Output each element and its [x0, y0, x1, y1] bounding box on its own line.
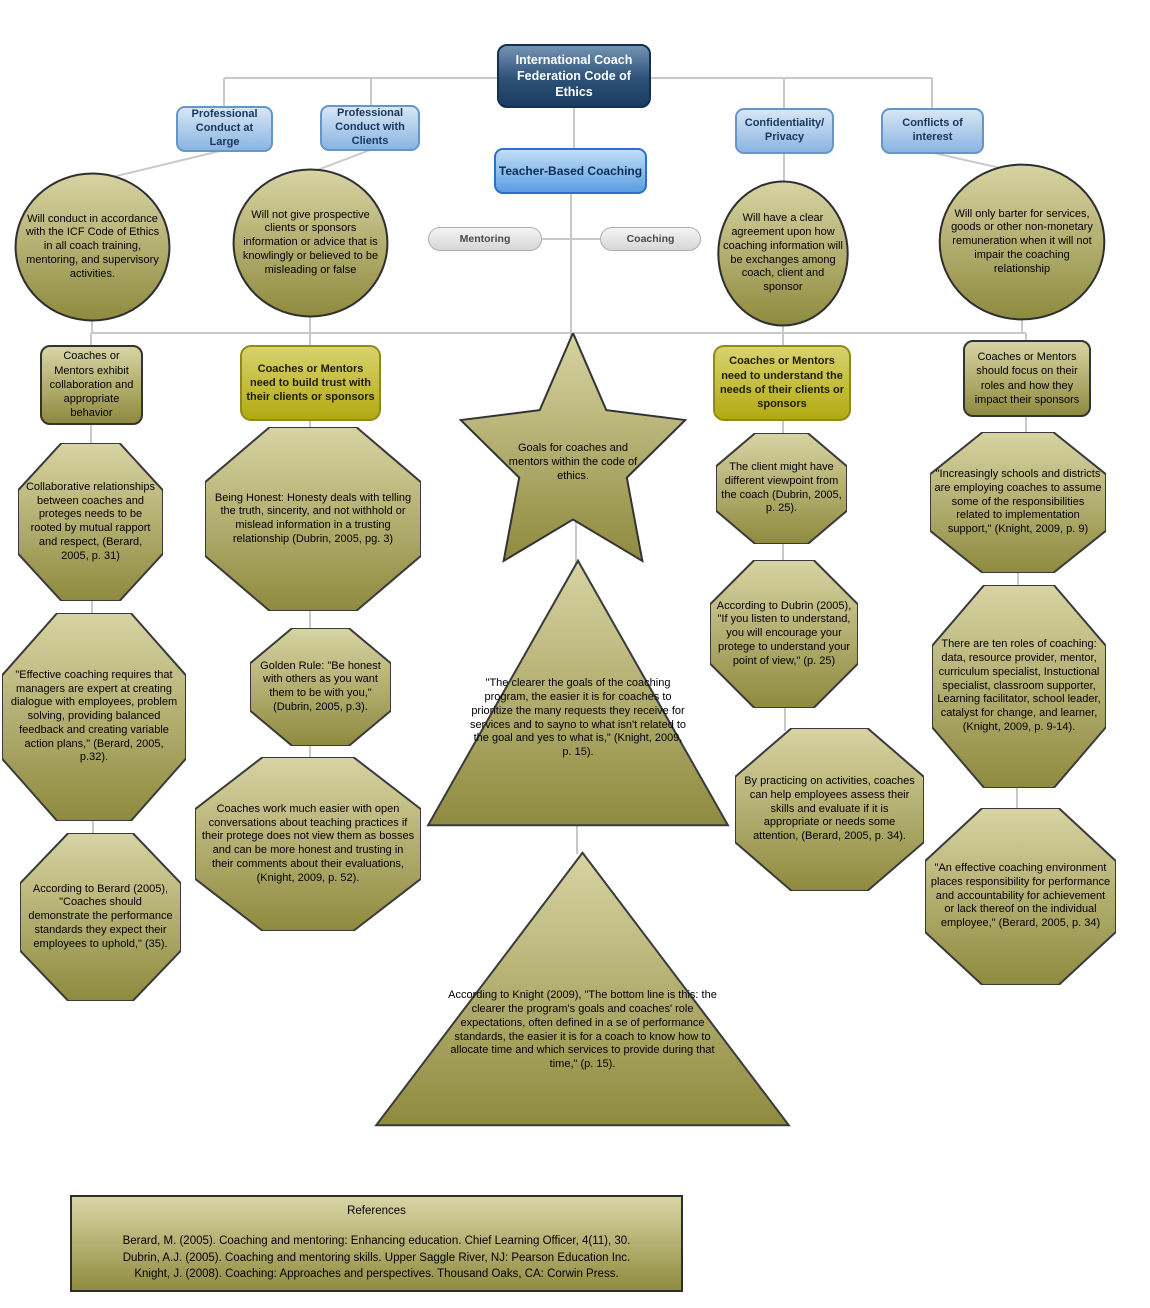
triangle-label: "The clearer the goals of the coaching program, the easier it is for coaches to prioritize the many requests they receive for services and to sayno to what isn't related to the goal and yes to what is," (Knight, 2009, p. 15). — [469, 677, 687, 759]
ellipse-label: Will conduct in accordance with the ICF Code of Ethics in all coach training, mentoring, and supervisory activities. — [25, 212, 160, 280]
reference-line: Berard, M. (2005). Coaching and mentoring: Enhancing education. Chief Learning Officer, 4(11), 30. — [122, 1235, 631, 1247]
octagon-according-to-berard[interactable] — [20, 833, 181, 1001]
node-teacher-based-coaching-label: Teacher-Based Coaching — [498, 164, 643, 178]
octagon-effective-coaching-requires[interactable] — [2, 613, 186, 821]
ellipse-will-not-give[interactable] — [232, 168, 389, 318]
star-goals-for-coaches[interactable] — [455, 333, 691, 585]
heading-label: Coaches or Mentors need to understand the needs of their clients or sponsors — [719, 355, 845, 411]
node-professional-conduct-at-large-label: Professional Conduct at Large — [191, 108, 258, 148]
triangle-clearer-goals[interactable] — [425, 558, 731, 828]
octagon-increasingly-schools[interactable] — [930, 432, 1106, 573]
node-confidentiality-privacy-label: Confidentiality/ Privacy — [744, 117, 825, 143]
node-coaching-label: Coaching — [626, 233, 675, 245]
node-conflicts-of-interest-label: Conflicts of interest — [902, 117, 963, 143]
triangle-bottom-line[interactable] — [372, 850, 793, 1128]
heading-label: Coaches or Mentors should focus on their roles and how they impact their sponsors — [974, 350, 1080, 406]
references-title: References — [347, 1205, 406, 1217]
ellipse-will-only-barter[interactable] — [938, 163, 1106, 321]
ellipse-label: Will only barter for services, goods or other non-monetary remuneration when it will not impair the coaching relationship — [951, 207, 1093, 275]
triangle-label: According to Knight (2009), "The bottom line is this: the clearer the program's goals and coaches' role expectations, often defined in a se of performance standards, the easier it is for a coach to know how to allocate time and which services to provide during that time," (p. 15). — [448, 989, 717, 1071]
node-need-to-build-trust[interactable] — [240, 345, 381, 421]
octagon-label: "An effective coaching environment places responsibility for performance and accountability for achievement or lack thereof on the individual employee," (Berard, 2005, p. 34) — [930, 862, 1111, 930]
heading-label: Coaches or Mentors exhibit collaboration and appropriate behavior — [49, 350, 134, 420]
octagon-according-to-dubrin[interactable] — [710, 560, 858, 708]
node-need-to-understand-needs[interactable] — [713, 345, 851, 421]
octagon-client-viewpoint[interactable] — [716, 433, 847, 544]
node-teacher-based-coaching[interactable] — [494, 148, 647, 194]
octagon-label: The client might have different viewpoint from the coach (Dubrin, 2005, p. 25). — [721, 461, 842, 515]
node-coaches-exhibit-collaboration[interactable] — [40, 345, 143, 425]
node-icf-code-of-ethics-label: International Coach Federation Code of Ethics — [515, 52, 633, 100]
reference-line: Knight, J. (2008). Coaching: Approaches and perspectives. Thousand Oaks, CA: Corwin Press. — [134, 1268, 619, 1281]
octagon-label: There are ten roles of coaching: data, resource provider, mentor, curriculum specialist, Instuctional specialist, classroom supporter, Learning facilitator, school leader, catalyst for change, and learner, (Knight, 2009, p. 9-14). — [937, 638, 1101, 733]
octagon-label: According to Dubrin (2005), "If you listen to understand, you will encourage your protege to understand your point of view," (p. 25) — [716, 599, 852, 667]
node-icf-code-of-ethics[interactable] — [497, 44, 651, 108]
octagon-label: Collaborative relationships between coaches and proteges needs to be rooted by mutual rapport and respect, (Berard, 2005, p. 31) — [25, 480, 155, 562]
ellipse-label: Will have a clear agreement upon how coaching information will be exchanges among coach, client and sponsor — [723, 212, 843, 293]
octagon-collaborative-relationships[interactable] — [18, 443, 163, 601]
node-professional-conduct-at-large[interactable] — [176, 106, 273, 152]
node-focus-on-roles[interactable] — [963, 340, 1091, 417]
octagon-label: "Increasingly schools and districts are employing coaches to assume some of the responsibilities related to implementation support," (Knight, 2009, p. 9) — [934, 468, 1102, 536]
octagon-label: Golden Rule: "Be honest with others as you want them to be with you," (Dubrin, 2005, p.3). — [260, 659, 381, 713]
star-label: Goals for coaches and mentors within the code of ethics. — [508, 442, 638, 482]
octagon-effective-environment[interactable] — [925, 808, 1116, 985]
octagon-being-honest[interactable] — [205, 427, 421, 611]
octagon-label: "Effective coaching requires that managers are expert at creating dialogue with employees, problem solving, providing balanced feedback and creating variable action plans," (Berard, 2005, p.32). — [10, 668, 178, 764]
octagon-ten-roles[interactable] — [932, 585, 1106, 788]
octagon-label: According to Berard (2005), "Coaches should demonstrate the performance standards they expect their employees to uphold," (35). — [28, 882, 173, 950]
ellipse-clear-agreement[interactable] — [717, 180, 849, 327]
node-conflicts-of-interest[interactable] — [881, 108, 984, 154]
ellipse-conduct-in-accordance[interactable] — [14, 172, 171, 322]
node-coaching[interactable] — [600, 227, 701, 251]
octagon-label: Coaches work much easier with open conversations about teaching practices if their protege does not view them as bosses and can be more honest and trusting in their comments about their evaluations, (Knight, 2009, p. 52). — [201, 802, 415, 884]
reference-line: Dubrin, A.J. (2005). Coaching and mentoring skills. Upper Saggle River, NJ: Pearson Education Inc. — [122, 1251, 631, 1264]
node-confidentiality-privacy[interactable] — [735, 108, 834, 154]
node-mentoring-label: Mentoring — [459, 233, 511, 245]
octagon-label: Being Honest: Honesty deals with telling the truth, sincerity, and not withhold or mislead information in a trusting relationship (Dubrin, 2005, pg. 3) — [214, 491, 412, 545]
node-professional-conduct-with-clients[interactable] — [320, 105, 420, 151]
octagon-label: By practicing on activities, coaches can help employees assess their skills and evaluate if it is appropriate or needs some attention, (Berard, 2005, p. 34). — [744, 775, 915, 843]
ellipse-label: Will not give prospective clients or sponsors information or advice that is knowlingly or believed to be misleading or false — [242, 208, 379, 276]
references-box[interactable] — [70, 1195, 683, 1292]
node-mentoring[interactable] — [428, 227, 542, 251]
octagon-golden-rule[interactable] — [250, 628, 391, 746]
node-professional-conduct-with-clients-label: Professional Conduct with Clients — [335, 107, 405, 147]
heading-label: Coaches or Mentors need to build trust with their clients or sponsors — [246, 362, 375, 404]
